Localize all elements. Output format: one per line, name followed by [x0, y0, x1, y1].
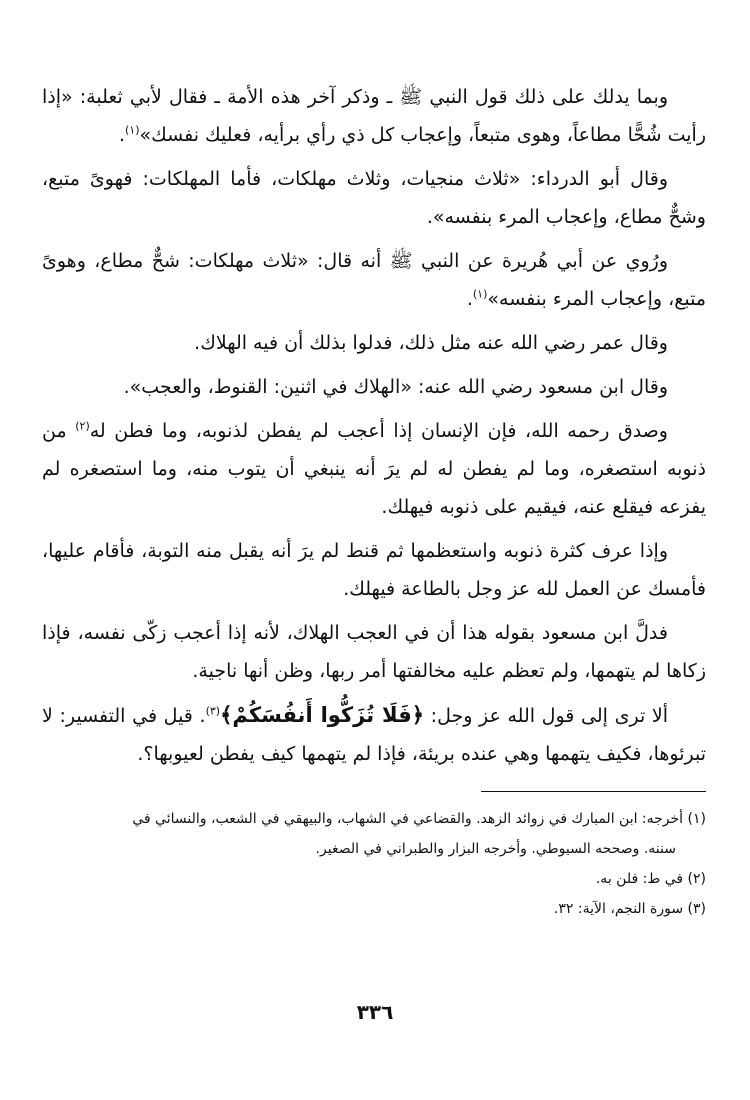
footnote-ref: (٣) [205, 704, 221, 718]
paragraph-text-after: . [466, 288, 473, 310]
paragraph-quran-verse [42, 696, 706, 773]
footnote-text: أخرجه: ابن المبارك في زوائد الزهد. والقضاعي في الشهاب، والبيهقي في الشعب، والنسائي في [132, 811, 684, 827]
footnote [42, 864, 706, 894]
footnote-ref: (١) [125, 123, 140, 137]
paragraph-text: فدلَّ ابن مسعود بقوله هذا أن في العجب الهلاك، لأنه إذا أعجب زكّى نفسه، فإذا زكاها لم يتهمها، ولم تعظم عليه مخالفتها أمر ربها، وظن أنها ناجية. [42, 622, 706, 682]
paragraph-text: وقال عمر رضي الله عنه مثل ذلك، فدلوا بذلك أن فيه الهلاك. [194, 332, 668, 354]
paragraph [42, 324, 706, 362]
footnote-text: في ط: فلن به. [595, 871, 684, 887]
paragraph-text: ألا ترى إلى قول الله عز وجل: [424, 705, 668, 727]
paragraph-text-after: . قيل في التفسير: لا تبرئوها، فكيف يتهمها وهي عنده بريئة، فإذا لم يتهمها كيف يفطن لعيوبها؟. [42, 705, 706, 765]
footnote-number: (٢) [687, 871, 706, 887]
paragraph [42, 78, 706, 154]
paragraph [42, 160, 706, 236]
footnote [42, 894, 706, 924]
footnote [42, 804, 706, 864]
footnote-number: (١) [687, 811, 706, 827]
paragraph-text: وبما يدلك على ذلك قول النبي ﷺ ـ وذكر آخر هذه الأمة ـ فقال لأبي ثعلبة: «إذا رأيت شُحًّا مطاعاً، وهوى متبعاً، وإعجاب كل ذي رأي برأيه، فعليك نفسك» [42, 86, 706, 146]
book-page [42, 78, 706, 1060]
paragraph-text: وصدق رحمه الله، فإن الإنسان إذا أعجب لم يفطن لذنوبه، وما فطن له [89, 420, 668, 442]
footnote-text-continued: سننه. وصححه السيوطي. وأخرجه البزار والطبراني في الصغير. [315, 841, 676, 857]
paragraph-text: وقال أبو الدرداء: «ثلاث منجيات، وثلاث مهلكات، فأما المهلكات: فهوىً متبع، وشحٌّ مطاع، وإعجاب المرء بنفسه». [42, 168, 706, 228]
footnote-ref: (١) [472, 287, 488, 301]
paragraph [42, 532, 706, 608]
paragraph-text: وقال ابن مسعود رضي الله عنه: «الهلاك في اثنين: القنوط، والعجب». [123, 376, 668, 398]
paragraph [42, 242, 706, 318]
footnotes [42, 804, 706, 924]
footnote-number: (٣) [687, 901, 706, 917]
paragraph-text: ورُوي عن أبي هُريرة عن النبي ﷺ أنه قال: «ثلاث مهلكات: شحٌّ مطاع، وهوىً متبع، وإعجاب المرء بنفسه» [42, 250, 706, 310]
footnote-text: سورة النجم، الآية: ٣٢. [553, 901, 684, 917]
paragraph [42, 412, 706, 526]
paragraph-text-after: من ذنوبه استصغره، وما لم يفطن له لم يرَ أنه ينبغي أن يتوب منه، وما استصغره لم يفزعه فيقلع عنه، فيقيم على ذنوبه فيهلك. [42, 420, 706, 518]
paragraph-text: وإذا عرف كثرة ذنوبه واستعظمها ثم قنط لم يرَ أنه يقبل منه التوبة، فأقام عليها، فأمسك عن العمل لله عز وجل بالطاعة فيهلك. [42, 540, 706, 600]
page-number: ٣٣٦ [356, 1000, 394, 1024]
main-text [42, 78, 706, 773]
paragraph-text-after: . [118, 124, 125, 146]
paragraph [42, 368, 706, 406]
paragraph [42, 614, 706, 690]
footnote-divider [481, 791, 706, 792]
footnote-ref: (٢) [75, 419, 90, 433]
quran-verse: ﴿فَلَا تُزَكُّوا أَنفُسَكُمْ﴾ [220, 703, 425, 727]
